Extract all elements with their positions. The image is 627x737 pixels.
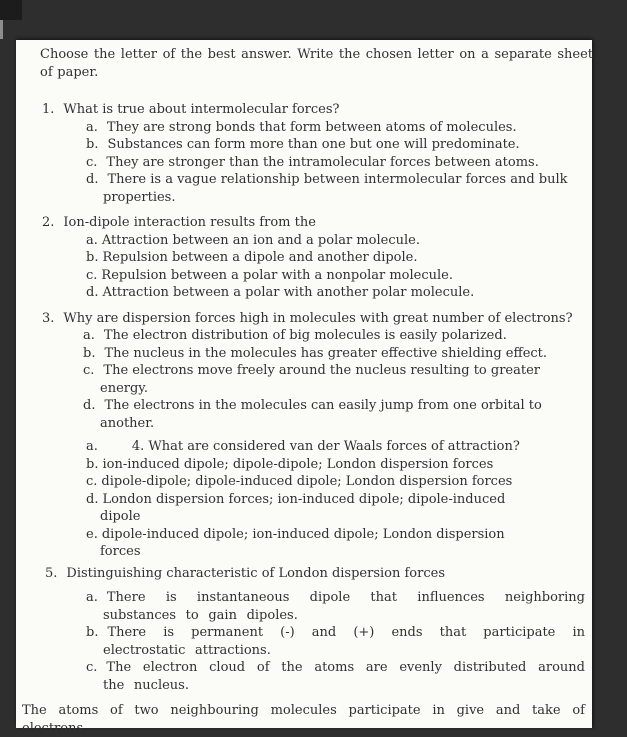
option-row (38, 249, 585, 267)
question-number: 3. (42, 310, 55, 326)
option-row (38, 136, 585, 154)
footer-paragraph: The atoms of two neighbouring molecules participate in give and take of electrons. (22, 703, 585, 736)
option-text: The electron cloud of the atoms are evenly distributed around the nucleus. (103, 660, 585, 693)
option-row (38, 119, 585, 137)
option-text: dipole-induced dipole; ion-induced dipole; London dispersion forces (100, 526, 505, 559)
option-letter: b. (86, 250, 99, 265)
option-row (38, 284, 585, 302)
viewer-top-left-patch (0, 0, 22, 20)
option-text: Attraction between a polar with another polar molecule. (102, 285, 475, 300)
document-content (16, 40, 592, 737)
option-text: There is a vague relationship between intermolecular forces and bulk properties. (103, 172, 568, 205)
question-number: 5. (45, 565, 58, 581)
scrollbar-tick (0, 20, 3, 39)
question-5 (38, 565, 585, 695)
option-letter: a. (86, 119, 98, 135)
question-4-options (38, 438, 585, 561)
option-row (38, 589, 585, 624)
option-letter: b. (86, 456, 99, 472)
option-text: The electrons in the molecules can easily jump from one orbital to another. (100, 398, 542, 431)
question-3 (38, 310, 585, 433)
option-letter: b. (86, 137, 99, 152)
question-2-heading (42, 214, 585, 232)
option-text: 4. What are considered van der Waals forces of attraction? (131, 439, 520, 454)
question-1-heading (42, 101, 585, 119)
option-text: They are stronger than the intramolecular forces between atoms. (106, 154, 539, 170)
option-text: Repulsion between a dipole and another dipole. (102, 250, 418, 265)
option-row (38, 491, 585, 526)
question-number: 2. (42, 215, 55, 230)
question-4 (38, 438, 585, 561)
option-text: The electrons move freely around the nucleus resulting to greater energy. (100, 363, 541, 396)
question-3-heading (42, 310, 585, 328)
option-letter: d. (86, 491, 99, 507)
option-row (38, 438, 585, 456)
question-2-options (38, 232, 585, 302)
question-1 (38, 101, 585, 206)
option-text: The electron distribution of big molecules is easily polarized. (103, 328, 507, 343)
option-letter: a. (83, 328, 95, 343)
option-row (38, 624, 585, 659)
option-letter: c. (86, 660, 98, 675)
option-row (38, 345, 585, 363)
question-text: Distinguishing characteristic of London dispersion forces (66, 565, 445, 581)
question-3-options (38, 327, 585, 432)
option-letter: b. (86, 625, 99, 640)
option-text: The nucleus in the molecules has greater effective shielding effect. (104, 345, 548, 361)
option-row (38, 473, 585, 491)
option-letter: c. (86, 267, 98, 283)
question-5-heading (45, 565, 585, 583)
option-letter: d. (86, 172, 99, 187)
document-page (16, 40, 593, 736)
option-letter: e. (86, 526, 98, 542)
option-row (38, 232, 585, 250)
option-row (38, 659, 585, 694)
option-letter: c. (86, 474, 98, 489)
option-text: ion-induced dipole; dipole-dipole; London dispersion forces (102, 456, 494, 472)
option-row (38, 362, 585, 397)
question-text: What is true about intermolecular forces? (63, 102, 340, 117)
option-row (38, 456, 585, 474)
question-5-options (38, 589, 585, 694)
question-1-options (38, 119, 585, 207)
option-text: London dispersion forces; ion-induced dipole; dipole-induced dipole (100, 491, 506, 524)
option-text: They are strong bonds that form between atoms of molecules. (106, 119, 517, 135)
option-text: dipole-dipole; dipole-induced dipole; London dispersion forces (101, 474, 513, 489)
option-text: Repulsion between a polar with a nonpolar molecule. (101, 267, 453, 283)
option-row (38, 267, 585, 285)
option-letter: c. (86, 154, 98, 170)
question-text: Ion-dipole interaction results from the (63, 215, 316, 230)
option-letter: d. (86, 285, 99, 300)
option-letter: d. (83, 398, 96, 413)
question-2 (38, 214, 585, 302)
option-text: There is instantaneous dipole that influences neighboring substances to gain dipoles. (103, 590, 585, 623)
question-text: Why are dispersion forces high in molecules with great number of electrons? (63, 310, 573, 326)
option-text: Attraction between an ion and a polar molecule. (101, 232, 420, 248)
option-letter: b. (83, 345, 96, 361)
option-letter: a. (86, 590, 98, 605)
option-row (38, 154, 585, 172)
question-number: 1. (42, 102, 55, 117)
option-letter: a. (86, 232, 98, 248)
option-row (38, 526, 585, 561)
intro-paragraph: Choose the letter of the best answer. Write the chosen letter on a separate sheet of paper. (40, 47, 593, 80)
option-row (38, 171, 585, 206)
option-row (38, 397, 585, 432)
option-row (38, 327, 585, 345)
option-text: There is permanent (-) and (+) ends that participate in electrostatic attractions. (103, 625, 585, 658)
option-letter: c. (83, 363, 95, 378)
option-text: Substances can form more than one but one will predominate. (107, 137, 520, 152)
option-letter: a. (86, 439, 98, 454)
